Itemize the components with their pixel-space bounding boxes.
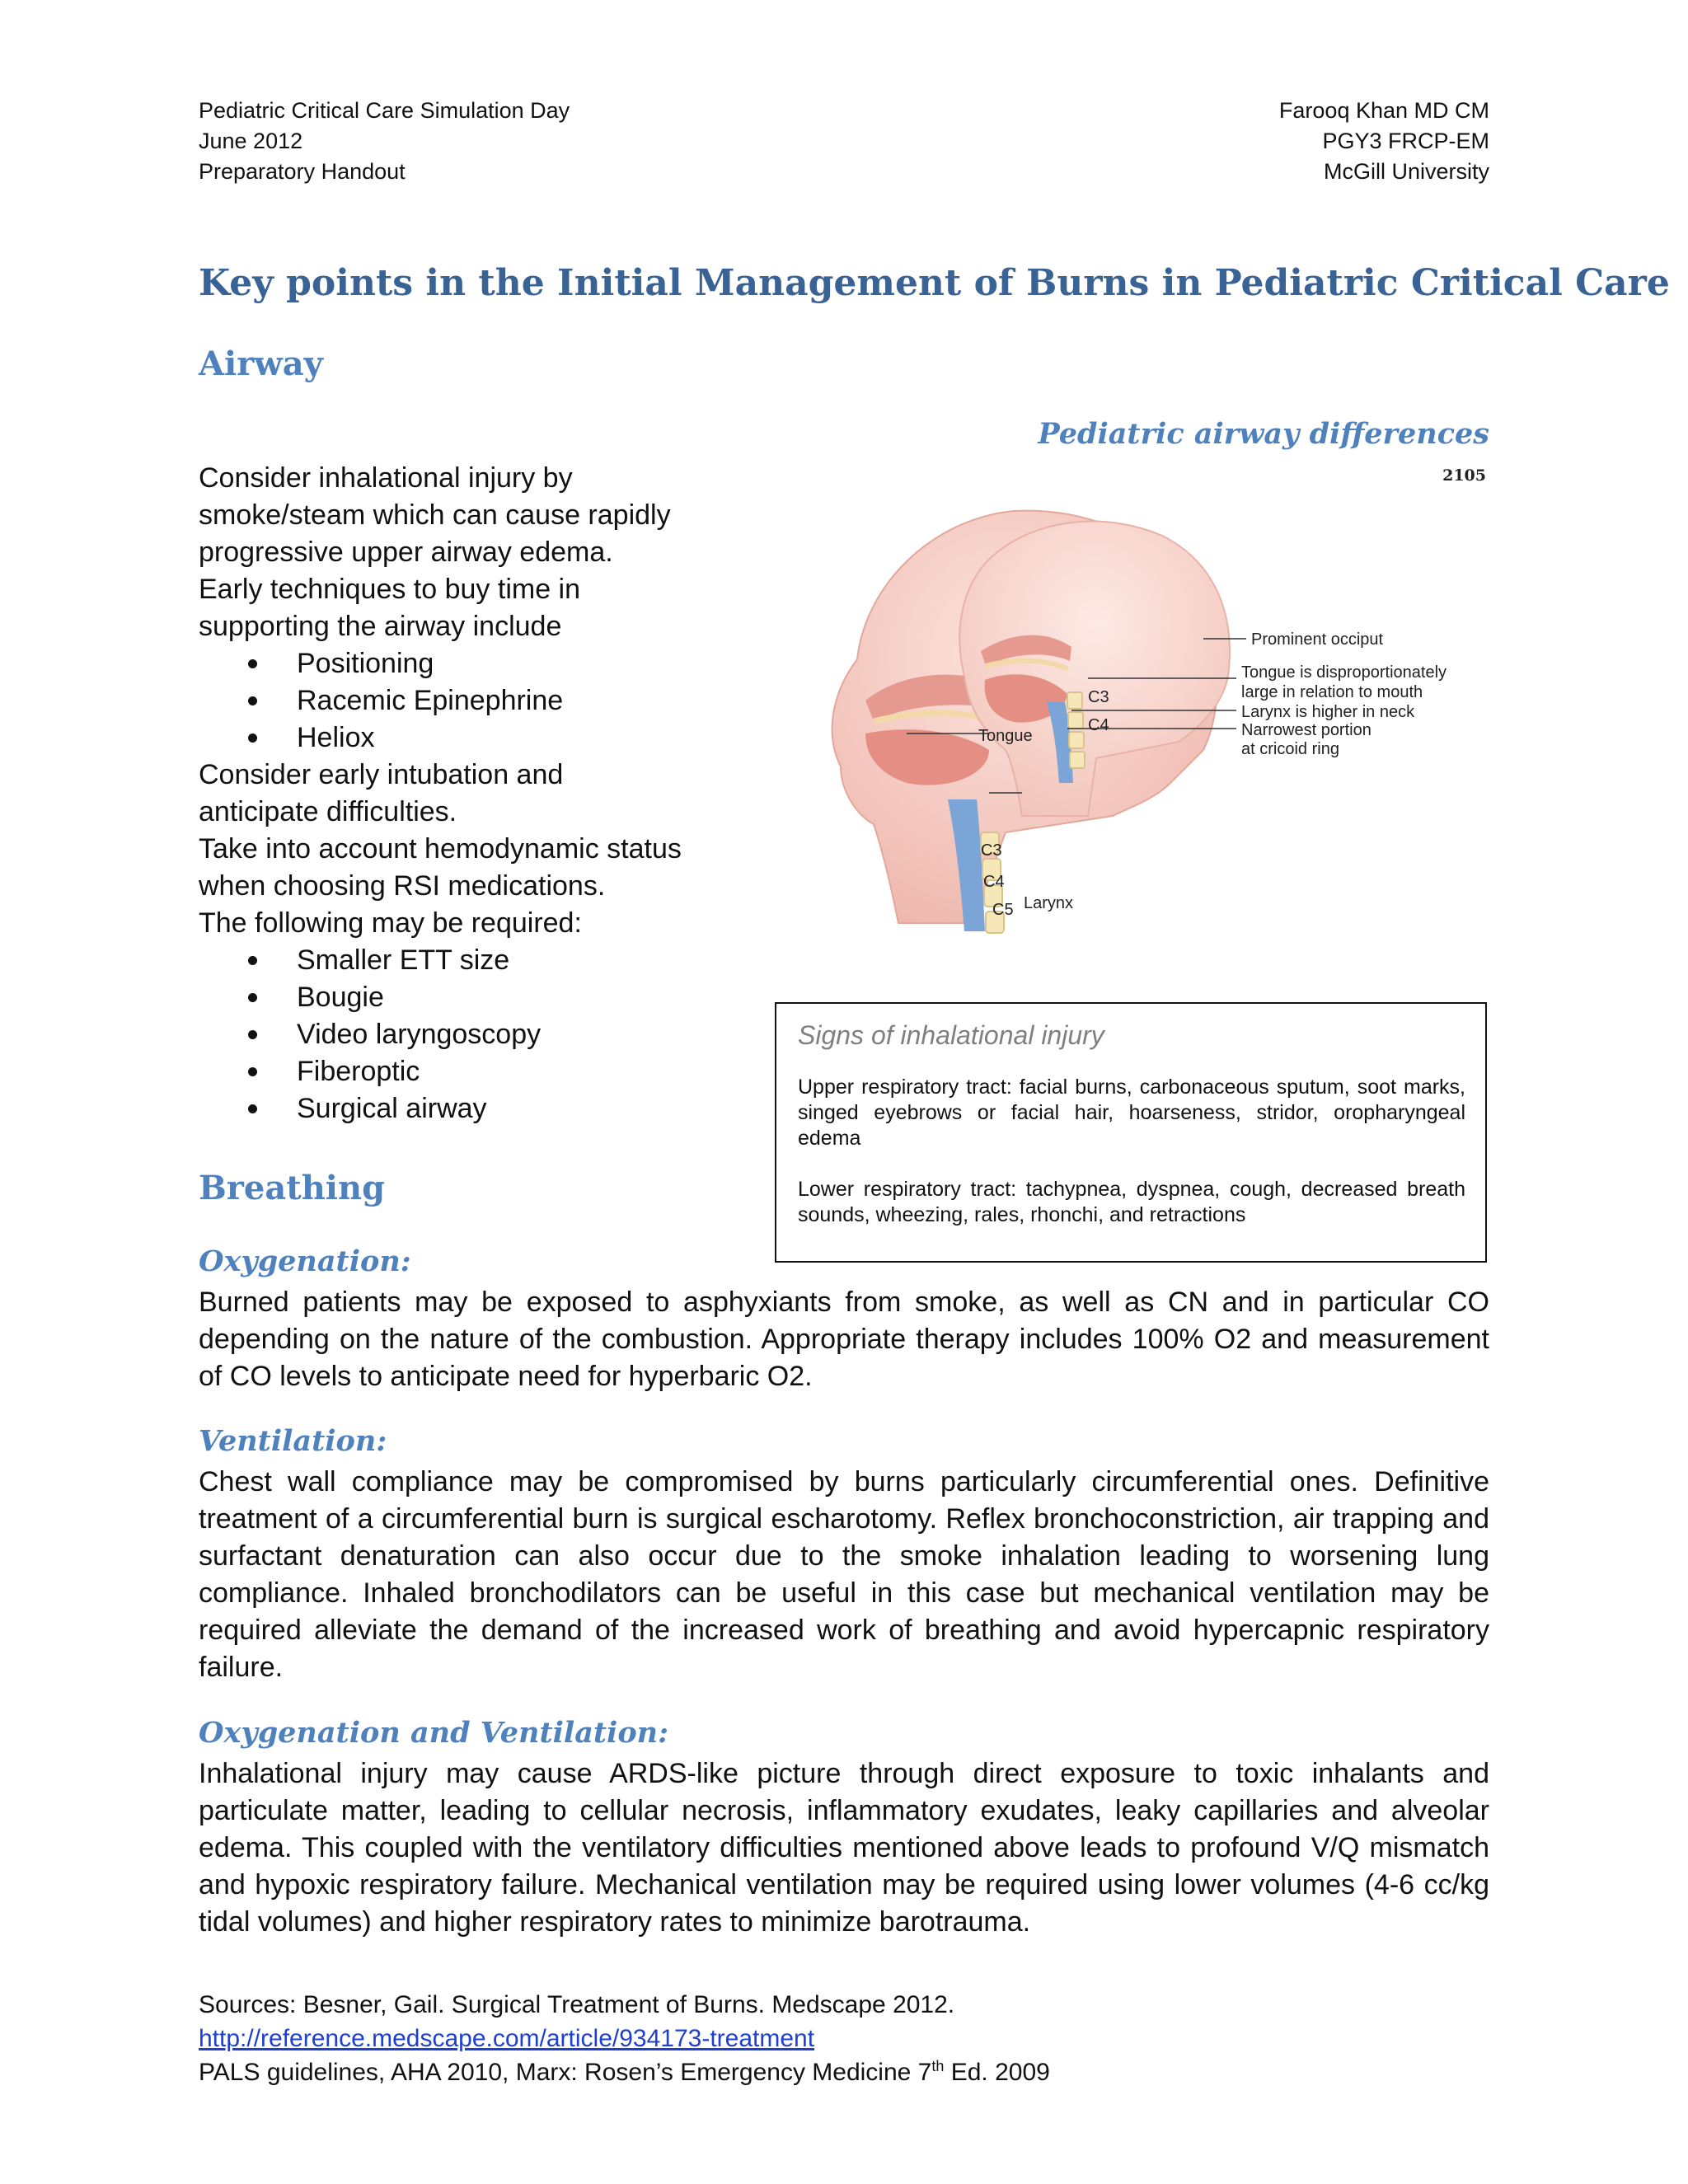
list-item: Smaller ETT size — [248, 942, 726, 979]
header-date: June 2012 — [199, 129, 303, 153]
airway-intro-line: supporting the airway include — [199, 611, 562, 642]
signs-box — [775, 1002, 1487, 1263]
list-item: Bougie — [248, 979, 726, 1016]
label-tongue-large-2: large in relation to mouth — [1241, 683, 1423, 701]
airway-intro-line: Early techniques to buy time in — [199, 574, 581, 605]
signs-box-title: Signs of inhalational injury — [798, 1020, 1104, 1050]
list-item: Fiberoptic — [248, 1053, 726, 1090]
list-item: Surgical airway — [248, 1090, 726, 1127]
list-item: Racemic Epinephrine — [248, 682, 726, 719]
label-child-c4: C4 — [1088, 716, 1109, 734]
label-narrowest-2: at cricoid ring — [1241, 740, 1339, 758]
label-adult-c5: C5 — [992, 901, 1014, 919]
airway-text — [199, 460, 726, 1127]
signs-lower-tract: Lower respiratory tract: tachypnea, dyspnea, cough, decreased breath sounds, wheezing, rales, rhonchi, and retractions — [798, 1178, 1465, 1226]
list-item: Heliox — [248, 719, 726, 757]
header-doc-type: Preparatory Handout — [199, 159, 406, 184]
sources-line-1: Sources: Besner, Gail. Surgical Treatment of Burns. Medscape 2012. — [199, 1991, 955, 2018]
header-position: PGY3 FRCP-EM — [1322, 129, 1489, 153]
airway-middle-line: anticipate difficulties. — [199, 796, 457, 827]
label-adult-c3: C3 — [981, 841, 1002, 860]
page-title: Key points in the Initial Management of Burns in Pediatric Critical Care — [199, 262, 1670, 304]
sources-line-3-edition: Ed. 2009 — [944, 2059, 1050, 2086]
signs-upper-tract: Upper respiratory tract: facial burns, carbonaceous sputum, soot marks, singed eyebrows or facial hair, hoarseness, stridor, oropharyngeal edema — [798, 1076, 1465, 1150]
ventilation-text: Chest wall compliance may be compromised by burns particularly circumferential ones. Definitive treatment of a circumferential burn is surgical escharotomy. Reflex bronchoconstriction, air trapping and surfactant denaturation can also occur due to the smoke inhalation leading to worsening lung compliance. Inhaled bronchodilators can be useful in this case but mechanical ventilation may be required alleviate the demand of the increased work of breathing and avoid hypercapnic respiratory failure. — [199, 1466, 1489, 1683]
airway-intro-line: progressive upper airway edema. — [199, 537, 613, 568]
label-larynx: Larynx — [1024, 894, 1074, 912]
airway-required-list — [199, 942, 726, 1127]
header-event: Pediatric Critical Care Simulation Day — [199, 98, 570, 123]
sources-line-3-text: PALS guidelines, AHA 2010, Marx: Rosen’s Emergency Medicine 7 — [199, 2059, 932, 2086]
figure-caption: Pediatric airway differences — [1038, 417, 1489, 451]
oxygenation-text: Burned patients may be exposed to asphyxiants from smoke, as well as CN and in particular CO depending on the nature of the combustion. Appropriate therapy includes 100% O2 and measurement of CO levels to anticipate need for hyperbaric O2. — [199, 1286, 1489, 1392]
airway-middle-line: Take into account hemodynamic status — [199, 833, 682, 865]
airway-heading: Airway — [199, 344, 323, 383]
list-item: Video laryngoscopy — [248, 1016, 726, 1053]
header-left — [199, 96, 570, 187]
label-tongue: Tongue — [978, 727, 1033, 745]
sources-line-3 — [199, 2055, 1050, 2089]
airway-techniques-list — [199, 645, 726, 757]
sources-link[interactable]: http://reference.medscape.com/article/934173-treatment — [199, 2025, 815, 2052]
header-institution: McGill University — [1323, 159, 1489, 184]
breathing-heading: Breathing — [199, 1169, 386, 1207]
label-narrowest-1: Narrowest portion — [1241, 721, 1372, 739]
oxygenation-ventilation-heading: Oxygenation and Ventilation: — [199, 1716, 669, 1750]
figure-number: 2105 — [1442, 466, 1486, 485]
sources-superscript: th — [931, 2058, 945, 2074]
header-right — [1279, 96, 1489, 187]
sources — [199, 1988, 1050, 2089]
airway-middle-line: when choosing RSI medications. — [199, 870, 606, 902]
label-prominent-occiput: Prominent occiput — [1251, 630, 1384, 649]
label-child-c3: C3 — [1088, 688, 1109, 706]
airway-anatomy-illustration — [742, 486, 1484, 997]
airway-intro-line: Consider inhalational injury by — [199, 462, 573, 494]
ventilation-heading: Ventilation: — [199, 1424, 387, 1458]
oxygenation-heading: Oxygenation: — [199, 1244, 411, 1278]
label-adult-c4: C4 — [983, 873, 1005, 891]
airway-middle-line: The following may be required: — [199, 907, 582, 939]
label-tongue-large-1: Tongue is disproportionately — [1241, 663, 1447, 682]
list-item: Positioning — [248, 645, 726, 682]
airway-middle-line: Consider early intubation and — [199, 759, 564, 790]
label-larynx-higher: Larynx is higher in neck — [1241, 703, 1415, 721]
oxygenation-ventilation-text: Inhalational injury may cause ARDS-like picture through direct exposure to toxic inhalants and particulate matter, leading to cellular necrosis, inflammatory exudates, leaky capillaries and alveolar edema. This coupled with the ventilatory difficulties mentioned above leads to profound V/Q mismatch and hypoxic respiratory failure. Mechanical ventilation may be required using lower volumes (4-6 cc/kg tidal volumes) and higher respiratory rates to minimize barotrauma. — [199, 1758, 1489, 1938]
header-author: Farooq Khan MD CM — [1278, 98, 1489, 123]
airway-intro-line: smoke/steam which can cause rapidly — [199, 499, 671, 531]
